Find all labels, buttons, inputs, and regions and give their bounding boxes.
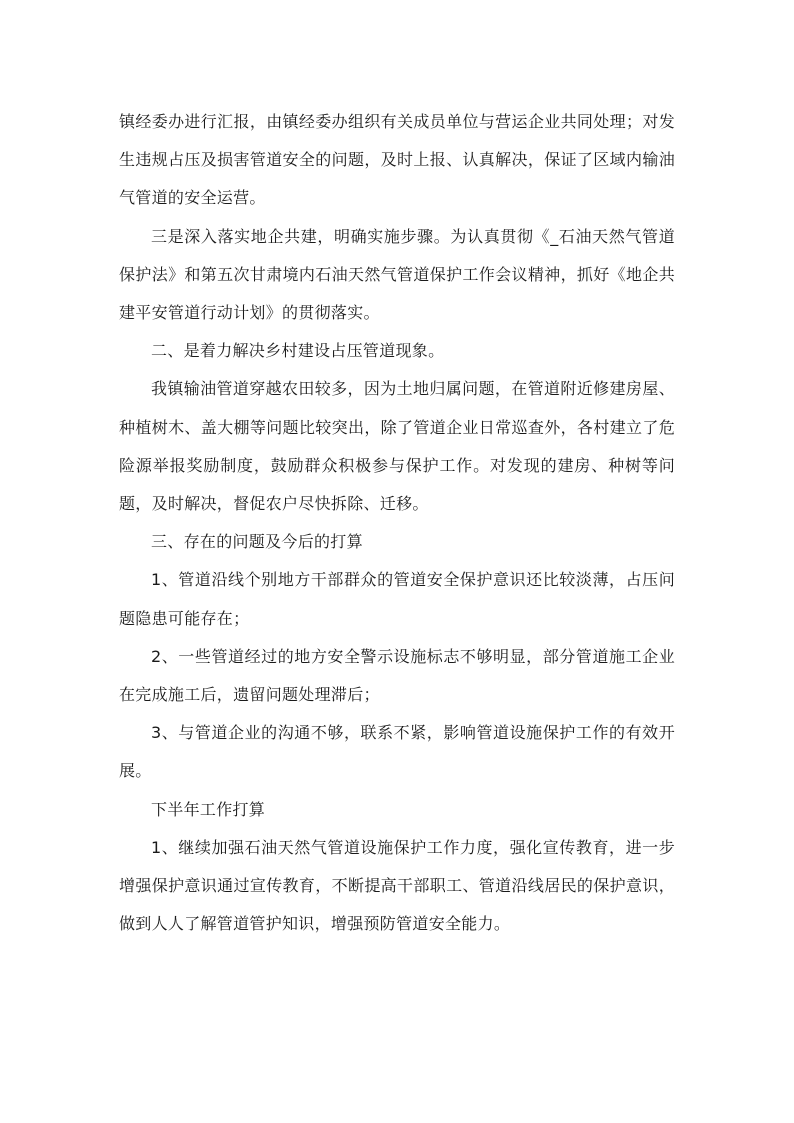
paragraph-continued-report: 镇经委办进行汇报，由镇经委办组织有关成员单位与营运企业共同处理；对发生违规占压及损害管道安全的问题，及时上报、认真解决，保证了区域内输油气管道的安全运营。 [119, 112, 675, 208]
paragraph-farmland-issues: 我镇输油管道穿越农田较多，因为土地归属问题，在管道附近修建房屋、种植树木、盖大棚等问题比较突出，除了管道企业日常巡查外，各村建立了危险源举报奖励制度，鼓励群众积极参与保护工作。对发现的建房、种树等问题，及时解决，督促农户尽快拆除、迁移。 [119, 379, 675, 514]
heading-section-three: 三、存在的问题及今后的打算 [151, 532, 363, 552]
list-item-problem-3: 3、与管道企业的沟通不够，联系不紧，影响管道设施保护工作的有效开展。 [119, 723, 675, 781]
list-item-plan-1: 1、继续加强石油天然气管道设施保护工作力度，强化宣传教育，进一步增强保护意识通过宣传教育，不断提高干部职工、管道沿线居民的保护意识，做到人人了解管道管护知识，增强预防管道安全能力。 [119, 837, 675, 934]
list-item-problem-1: 1、管道沿线个别地方干部群众的管道安全保护意识还比较淡薄，占压问题隐患可能存在； [119, 570, 675, 628]
heading-second-half-plan: 下半年工作打算 [151, 799, 266, 819]
paragraph-enterprise-cooperation: 三是深入落实地企共建，明确实施步骤。为认真贯彻《_石油天然气管道保护法》和第五次甘肃境内石油天然气管道保护工作会议精神，抓好《地企共建平安管道行动计划》的贯彻落实。 [119, 226, 675, 323]
heading-section-two: 二、是着力解决乡村建设占压管道现象。 [151, 341, 445, 361]
list-item-problem-2: 2、一些管道经过的地方安全警示设施标志不够明显，部分管道施工企业在完成施工后，遗留问题处理滞后； [119, 646, 675, 705]
document-body [119, 103, 675, 943]
